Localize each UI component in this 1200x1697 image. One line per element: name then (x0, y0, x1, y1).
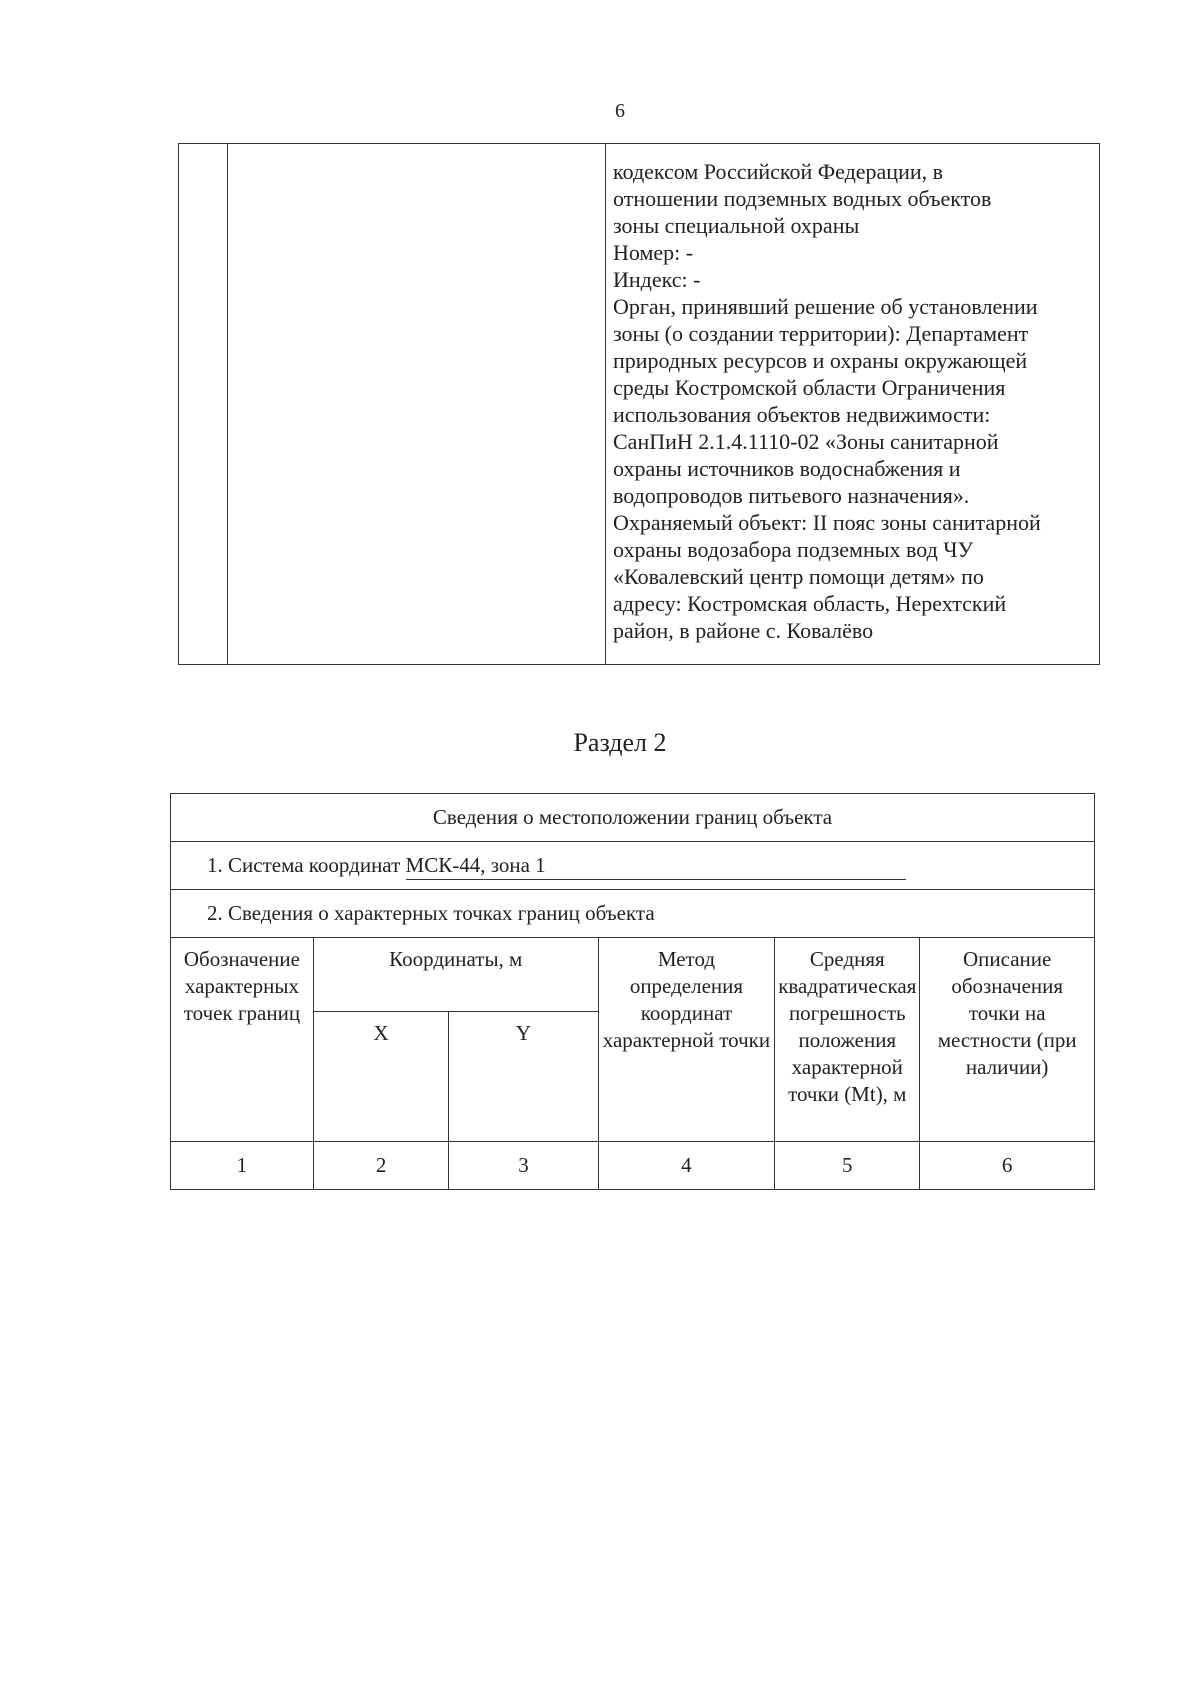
page-number: 6 (615, 100, 625, 122)
desc-line: СанПиН 2.1.4.1110-02 «Зоны санитарной (613, 429, 999, 454)
coord-system-value: МСК-44, зона 1 (405, 852, 546, 877)
desc-line: Охраняемый объект: II пояс зоны санитарной (613, 510, 1041, 535)
col-number: 3 (449, 1142, 598, 1190)
desc-line: зоны (о создании территории): Департамент (613, 321, 1029, 346)
col-number: 1 (171, 1142, 314, 1190)
desc-line: Орган, принявший решение об установлении (613, 294, 1038, 319)
desc-line: охраны источников водоснабжения и (613, 456, 961, 481)
boundary-table (170, 793, 1095, 1190)
header-designation: Обозначение характерных точек границ (171, 938, 314, 1142)
header-y: Y (449, 1012, 598, 1142)
continuation-col-2 (228, 144, 606, 665)
desc-line: использования объектов недвижимости: (613, 402, 991, 427)
section-title: Раздел 2 (573, 728, 667, 757)
desc-line: зоны специальной охраны (613, 213, 860, 238)
header-description: Описание обозначения точки на местности (при наличии) (920, 938, 1095, 1142)
desc-line: район, в районе с. Ковалёво (613, 618, 874, 643)
points-heading: 2. Сведения о характерных точках границ объекта (171, 890, 1095, 938)
desc-line: «Ковалевский центр помощи детям» по (613, 564, 984, 589)
table-title: Сведения о местоположении границ объекта (171, 794, 1095, 842)
desc-line: Индекс: - (613, 267, 701, 292)
col-number: 5 (775, 1142, 920, 1190)
col-number: 4 (598, 1142, 775, 1190)
desc-line: адресу: Костромская область, Нерехтский (613, 591, 1007, 616)
header-error: Средняя квадратическая погрешность положения характерной точки (Mt), м (775, 938, 920, 1142)
desc-line: охраны водозабора подземных вод ЧУ (613, 537, 974, 562)
desc-line: отношении подземных водных объектов (613, 186, 992, 211)
header-method: Метод определения координат характерной точки (598, 938, 775, 1142)
col-number: 6 (920, 1142, 1095, 1190)
desc-line: водопроводов питьевого назначения». (613, 483, 970, 508)
desc-line: кодексом Российской Федерации, в (613, 159, 944, 184)
col-number: 2 (313, 1142, 448, 1190)
continuation-table (178, 143, 1100, 665)
coord-system-label: 1. Система координат (207, 852, 401, 877)
continuation-col-1 (179, 144, 228, 665)
coord-system-row (171, 842, 1095, 890)
desc-line: природных ресурсов и охраны окружающей (613, 348, 1028, 373)
header-x: X (313, 1012, 448, 1142)
desc-line: среды Костромской области Ограничения (613, 375, 1006, 400)
desc-line: Номер: - (613, 240, 694, 265)
header-coordinates: Координаты, м (313, 938, 598, 1012)
coord-system-field (406, 852, 906, 880)
continuation-description (606, 144, 1100, 665)
